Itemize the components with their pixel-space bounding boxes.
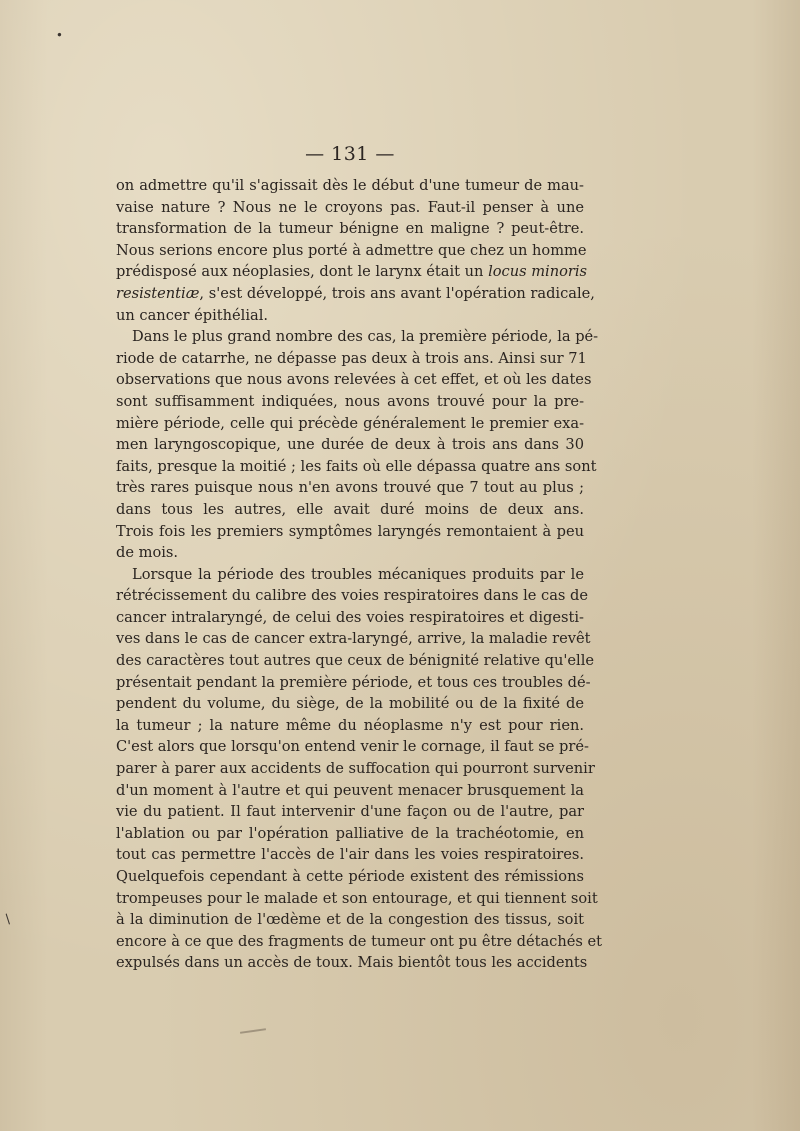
text-line: dans tous les autres, elle avait duré moins de deux ans.	[116, 500, 584, 518]
text-line: Dans le plus grand nombre des cas, la première période, la pé-	[132, 328, 599, 346]
text-line: de mois.	[116, 544, 179, 562]
text-line: Nous serions encore plus porté à admettre que chez un homme	[116, 241, 587, 259]
text-line: présentait pendant la première période, et tous ces troubles dé-	[116, 673, 591, 691]
text-line: faits, presque la moitié ; les faits où elle dépassa quatre ans sont	[116, 457, 597, 475]
text-line: on admettre qu'il s'agissait dès le début d'une tumeur de mau-	[116, 177, 584, 194]
text-line: des caractères tout autres que ceux de bénignité relative qu'elle	[116, 652, 595, 670]
text-line: d'un moment à l'autre et qui peuvent menacer brusquement la	[116, 781, 584, 799]
text-line: trompeuses pour le malade et son entourage, et qui tiennent soit	[116, 889, 598, 907]
text-line: l'ablation ou par l'opération palliative de la trachéotomie, en	[116, 824, 584, 842]
latin-italic-phrase: locus minoris	[488, 263, 588, 281]
text-line: pendent du volume, du siège, de la mobilité ou de la fixité de	[116, 695, 584, 713]
text-line: expulsés dans un accès de toux. Mais bientôt tous les accidents	[116, 954, 588, 972]
text-line: mière période, celle qui précède généralement le premier exa-	[116, 414, 584, 432]
text-line: C'est alors que lorsqu'on entend venir le cornage, il faut se pré-	[116, 738, 589, 756]
text-line: men laryngoscopique, une durée de deux à trois ans dans 30	[116, 436, 584, 454]
text-line: un cancer épithélial.	[116, 306, 269, 324]
text-line: à la diminution de l'œdème et de la congestion des tissus, soit	[116, 911, 584, 929]
text-line: très rares puisque nous n'en avons trouvé que 7 tout au plus ;	[116, 479, 584, 497]
text-line: parer à parer aux accidents de suffocation qui pourront survenir	[116, 760, 595, 778]
text-line: vie du patient. Il faut intervenir d'une façon ou de l'autre, par	[116, 803, 584, 821]
text-line: transformation de la tumeur bénigne en maligne ? peut-être.	[116, 220, 584, 238]
text-line: riode de catarrhe, ne dépasse pas deux à trois ans. Ainsi sur 71	[116, 349, 587, 367]
pencil-tick-mark: /	[2, 912, 15, 927]
body-text	[116, 175, 603, 974]
text-line: sont suffisamment indiquées, nous avons trouvé pour la pre-	[116, 392, 584, 410]
text-line: tout cas permettre l'accès de l'air dans les voies respiratoires.	[116, 846, 584, 864]
ink-speck-mark: •	[53, 27, 66, 43]
text-line: Quelquefois cependant à cette période existent des rémissions	[116, 868, 584, 885]
latin-italic-phrase: resistentiæ	[116, 284, 200, 302]
text-line: encore à ce que des fragments de tumeur ont pu être détachés et	[116, 932, 603, 950]
text-line: vaise nature ? Nous ne le croyons pas. Faut-il penser à une	[116, 198, 584, 216]
text-line: observations que nous avons relevées à cet effet, et où les dates	[116, 371, 592, 389]
text-line: Trois fois les premiers symptômes laryngés remontaient à peu	[116, 522, 584, 540]
text-line: la tumeur ; la nature même du néoplasme n'y est pour rien.	[116, 716, 584, 734]
text-line: resistentiæ, s'est développé, trois ans avant l'opération radicale,	[116, 284, 595, 302]
page-number: — 131 —	[305, 143, 395, 165]
smudge-mark	[240, 1028, 266, 1034]
text-line: rétrécissement du calibre des voies respiratoires dans le cas de	[116, 587, 589, 605]
text-line: cancer intralaryngé, de celui des voies respiratoires et digesti-	[116, 608, 584, 626]
text-line: ves dans le cas de cancer extra-laryngé, arrive, la maladie revêt	[116, 630, 591, 648]
text-line: prédisposé aux néoplasies, dont le larynx était un locus minoris	[116, 263, 588, 281]
text-line: Lorsque la période des troubles mécaniques produits par le	[132, 565, 584, 583]
